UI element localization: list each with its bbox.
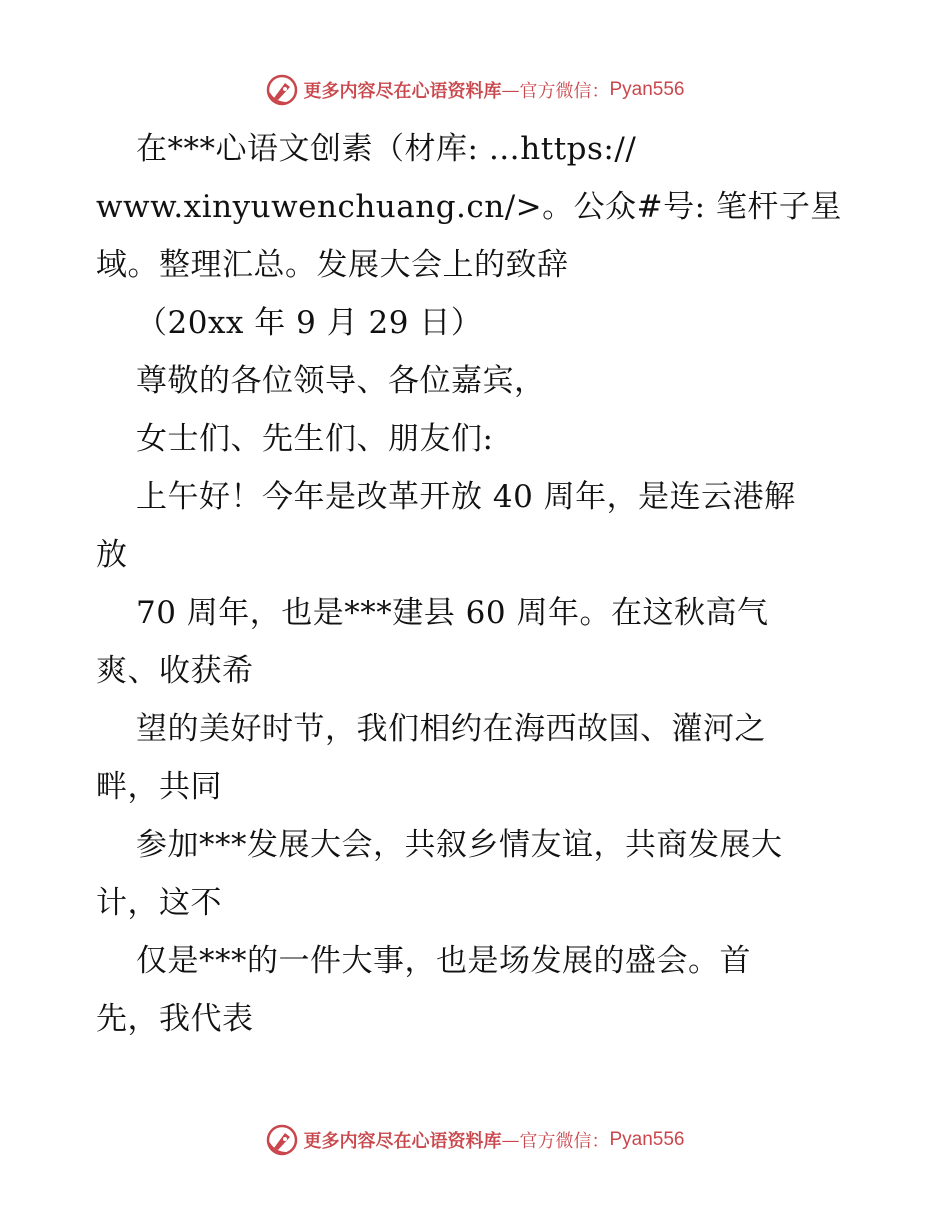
text-line-11: 望的美好时节，我们相约在海西故国、灌河之 (136, 711, 766, 747)
text-line-1: 在***心语文创素（材库: …https:// (136, 131, 637, 167)
text-line-9: 70 周年，也是***建县 60 周年。在这秋高气 (136, 595, 769, 631)
salutation-line-1: 尊敬的各位领导、各位嘉宾， (136, 363, 546, 399)
banner-separator: — (501, 1129, 520, 1151)
text-line-3: 域。整理汇总。发展大会上的致辞 (96, 247, 569, 283)
wechat-label: 官方微信： (519, 1131, 610, 1152)
text-line-14: 计，这不 (96, 885, 222, 921)
date-line: （20xx 年 9 月 29 日） (136, 305, 483, 341)
text-line-13: 参加***发展大会，共叙乡情友谊，共商发展大 (136, 827, 783, 863)
banner-separator: — (501, 79, 520, 101)
text-line-15: 仅是***的一件大事，也是场发展的盛会。首 (136, 943, 751, 979)
footer-banner (0, 1120, 950, 1160)
text-line-7: 上午好！今年是改革开放 40 周年，是连云港解 (136, 479, 796, 515)
document-body (96, 120, 866, 1048)
text-line-16: 先，我代表 (96, 1001, 254, 1037)
text-line-12: 畔，共同 (96, 769, 222, 805)
pen-nib-logo-icon (265, 1123, 299, 1157)
header-banner (0, 70, 950, 110)
text-line-2: www.xinyuwenchuang.cn/>。公众#号: 笔杆子星 (96, 189, 842, 225)
text-line-8: 放 (96, 537, 128, 573)
wechat-label: 官方微信： (519, 81, 610, 102)
wechat-id: Pyan556 (609, 79, 685, 100)
salutation-line-2: 女士们、先生们、朋友们: (136, 421, 494, 457)
text-line-10: 爽、收获希 (96, 653, 254, 689)
wechat-id: Pyan556 (609, 1129, 685, 1150)
brand-text: 更多内容尽在心语资料库 (303, 1131, 502, 1152)
brand-text: 更多内容尽在心语资料库 (303, 81, 502, 102)
pen-nib-logo-icon (265, 73, 299, 107)
